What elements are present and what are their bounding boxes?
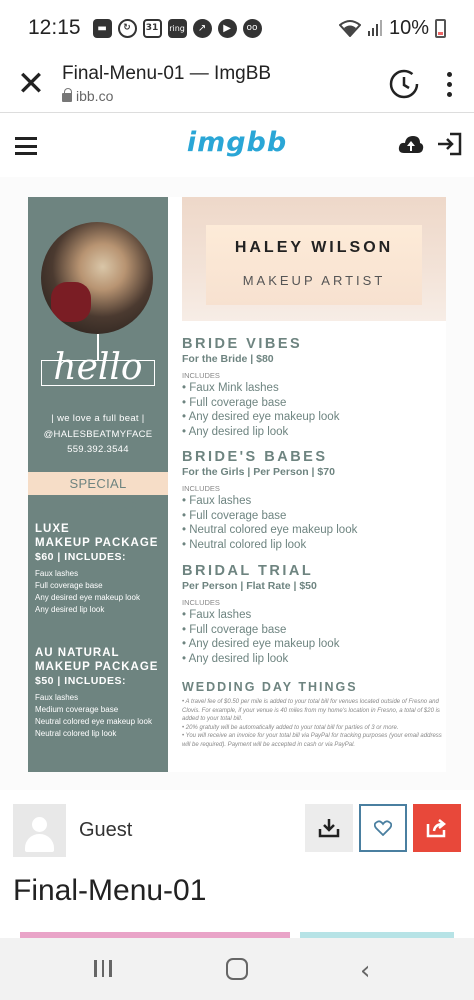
status-time: 12:15 — [28, 16, 81, 39]
list-item: • 20% gratuity will be automatically added to your total bill for parties of 3 or more. — [182, 724, 399, 731]
play-icon: ▶ — [218, 19, 237, 38]
list-item: • Full coverage base — [182, 396, 287, 409]
special-occasions-banner: SPECIAL OCCASIONS — [28, 472, 168, 495]
instagram-handle: @HALESBEATMYFACE — [43, 429, 153, 440]
package-title: MAKEUP PACKAGE — [35, 661, 159, 673]
dot-icon — [447, 92, 452, 97]
list-item: • Full coverage base — [182, 623, 287, 636]
image-title: Final-Menu-01 — [13, 874, 207, 907]
section-price: Per Person | Flat Rate | $50 — [182, 580, 317, 592]
recents-button[interactable] — [94, 960, 112, 977]
dot-icon — [447, 82, 452, 87]
history-button[interactable] — [384, 56, 424, 112]
page-title: Final-Menu-01 — ImgBB — [62, 63, 272, 84]
includes-label: INCLUDES — [182, 371, 220, 380]
includes-label: INCLUDES — [182, 484, 220, 493]
dot-icon — [447, 72, 452, 77]
list-item: Any desired lip look — [35, 605, 105, 614]
list-item: • Faux lashes — [182, 495, 252, 507]
section-price: For the Girls | Per Person | $70 — [182, 466, 335, 478]
url-text: ibb.co — [76, 88, 114, 104]
list-item: Neutral colored lip look — [35, 729, 117, 738]
heart-icon — [374, 820, 392, 836]
list-item: • You will receive an invoice for your total bill via PayPal for tracking purposes (your email address will be required). Payment will be accepted in cash or via PayPal. — [182, 733, 442, 748]
list-item: • A travel fee of $0.50 per mile is added to your total bill for venues located outside of Fresno and Clovis. For example, if your venue is 40 miles from my home's location in Fresno, a total of $20 is added to your total bill. — [182, 699, 440, 722]
list-item: Any desired eye makeup look — [35, 593, 140, 602]
download-button[interactable] — [305, 804, 353, 852]
list-item: • Any desired lip look — [182, 425, 289, 438]
list-item: • Neutral colored eye makeup look — [182, 524, 358, 536]
browser-title-area[interactable] — [62, 62, 384, 106]
signal-icon — [367, 19, 383, 37]
includes-label: INCLUDES — [182, 598, 220, 607]
calendar-icon: 31 — [143, 19, 162, 38]
package-au-natural — [35, 646, 167, 740]
uploader-name[interactable]: Guest — [79, 819, 133, 841]
package-luxe — [35, 522, 167, 616]
voicemail-icon: oo — [243, 19, 262, 38]
list-item: • Faux lashes — [182, 609, 252, 621]
back-button[interactable]: ‹ — [360, 956, 371, 986]
list-item: • Full coverage base — [182, 509, 287, 522]
menu-right-column — [182, 197, 446, 772]
package-price: $60 | INCLUDES: — [35, 551, 126, 563]
artist-name: HALEY WILSON — [234, 239, 394, 256]
system-status — [339, 17, 446, 40]
home-button[interactable] — [226, 958, 248, 980]
share-button[interactable] — [413, 804, 461, 852]
menu-left-column — [28, 197, 168, 772]
artist-role: MAKEUP ARTIST — [242, 273, 386, 288]
package-price: $50 | INCLUDES: — [35, 675, 126, 687]
section-heading: BRIDAL TRIAL — [182, 563, 314, 579]
history-icon — [388, 68, 420, 100]
upload-cloud-icon[interactable] — [398, 133, 424, 155]
menu-image — [28, 197, 446, 772]
package-title: AU NATURAL — [35, 647, 120, 659]
section-heading: BRIDE VIBES — [182, 336, 303, 352]
list-item: • Neutral colored lip look — [182, 538, 307, 551]
package-title: MAKEUP PACKAGE — [35, 537, 159, 549]
close-tab-button[interactable]: ✕ — [16, 64, 46, 104]
section-heading: WEDDING DAY THINGS — [182, 680, 358, 694]
name-banner — [182, 197, 446, 321]
uploader-row — [0, 800, 474, 862]
list-item: • Any desired eye makeup look — [182, 638, 340, 650]
route-icon: ↗ — [193, 19, 212, 38]
wifi-icon — [339, 19, 361, 37]
list-item: Neutral colored eye makeup look — [35, 717, 152, 726]
status-bar — [0, 0, 474, 56]
section-heading: BRIDE'S BABES — [182, 449, 328, 465]
section-wedding-day — [182, 679, 446, 749]
avatar[interactable] — [13, 804, 66, 857]
list-item: • Any desired eye makeup look — [182, 411, 340, 423]
list-item: • Faux Mink lashes — [182, 382, 279, 394]
sync-icon: ↻ — [118, 19, 137, 38]
artist-photo — [41, 222, 153, 334]
section-price: For the Bride | $80 — [182, 353, 274, 365]
list-item: Faux lashes — [35, 569, 79, 578]
battery-icon — [435, 19, 446, 38]
url-row — [62, 86, 384, 106]
imgbb-logo[interactable]: imgbb — [186, 127, 288, 158]
section-bridal-trial — [182, 562, 446, 666]
notification-icons — [93, 19, 262, 38]
like-button[interactable] — [359, 804, 407, 852]
share-icon — [426, 818, 448, 838]
phone-number: 559.392.3544 — [67, 444, 129, 455]
section-bride-vibes — [182, 335, 446, 439]
system-nav-bar — [0, 938, 474, 1000]
battery-percent: 10% — [388, 16, 429, 39]
chat-icon: ▬ — [93, 19, 112, 38]
download-icon — [318, 818, 340, 838]
hello-script: hello — [53, 347, 143, 388]
sign-in-icon[interactable] — [436, 132, 462, 156]
site-header — [0, 113, 474, 177]
list-item: Full coverage base — [35, 581, 103, 590]
package-title: LUXE — [35, 523, 70, 535]
name-box — [206, 225, 422, 305]
ring-icon: ring — [168, 19, 187, 38]
section-brides-babes — [182, 448, 446, 552]
list-item: • Any desired lip look — [182, 652, 289, 665]
more-options-button[interactable] — [424, 56, 474, 112]
tagline: | we love a full beat | — [51, 413, 145, 424]
list-item: Faux lashes — [35, 693, 79, 702]
list-item: Medium coverage base — [35, 705, 119, 714]
browser-toolbar — [0, 56, 474, 112]
image-viewer[interactable] — [0, 177, 474, 790]
lock-icon — [62, 93, 72, 102]
